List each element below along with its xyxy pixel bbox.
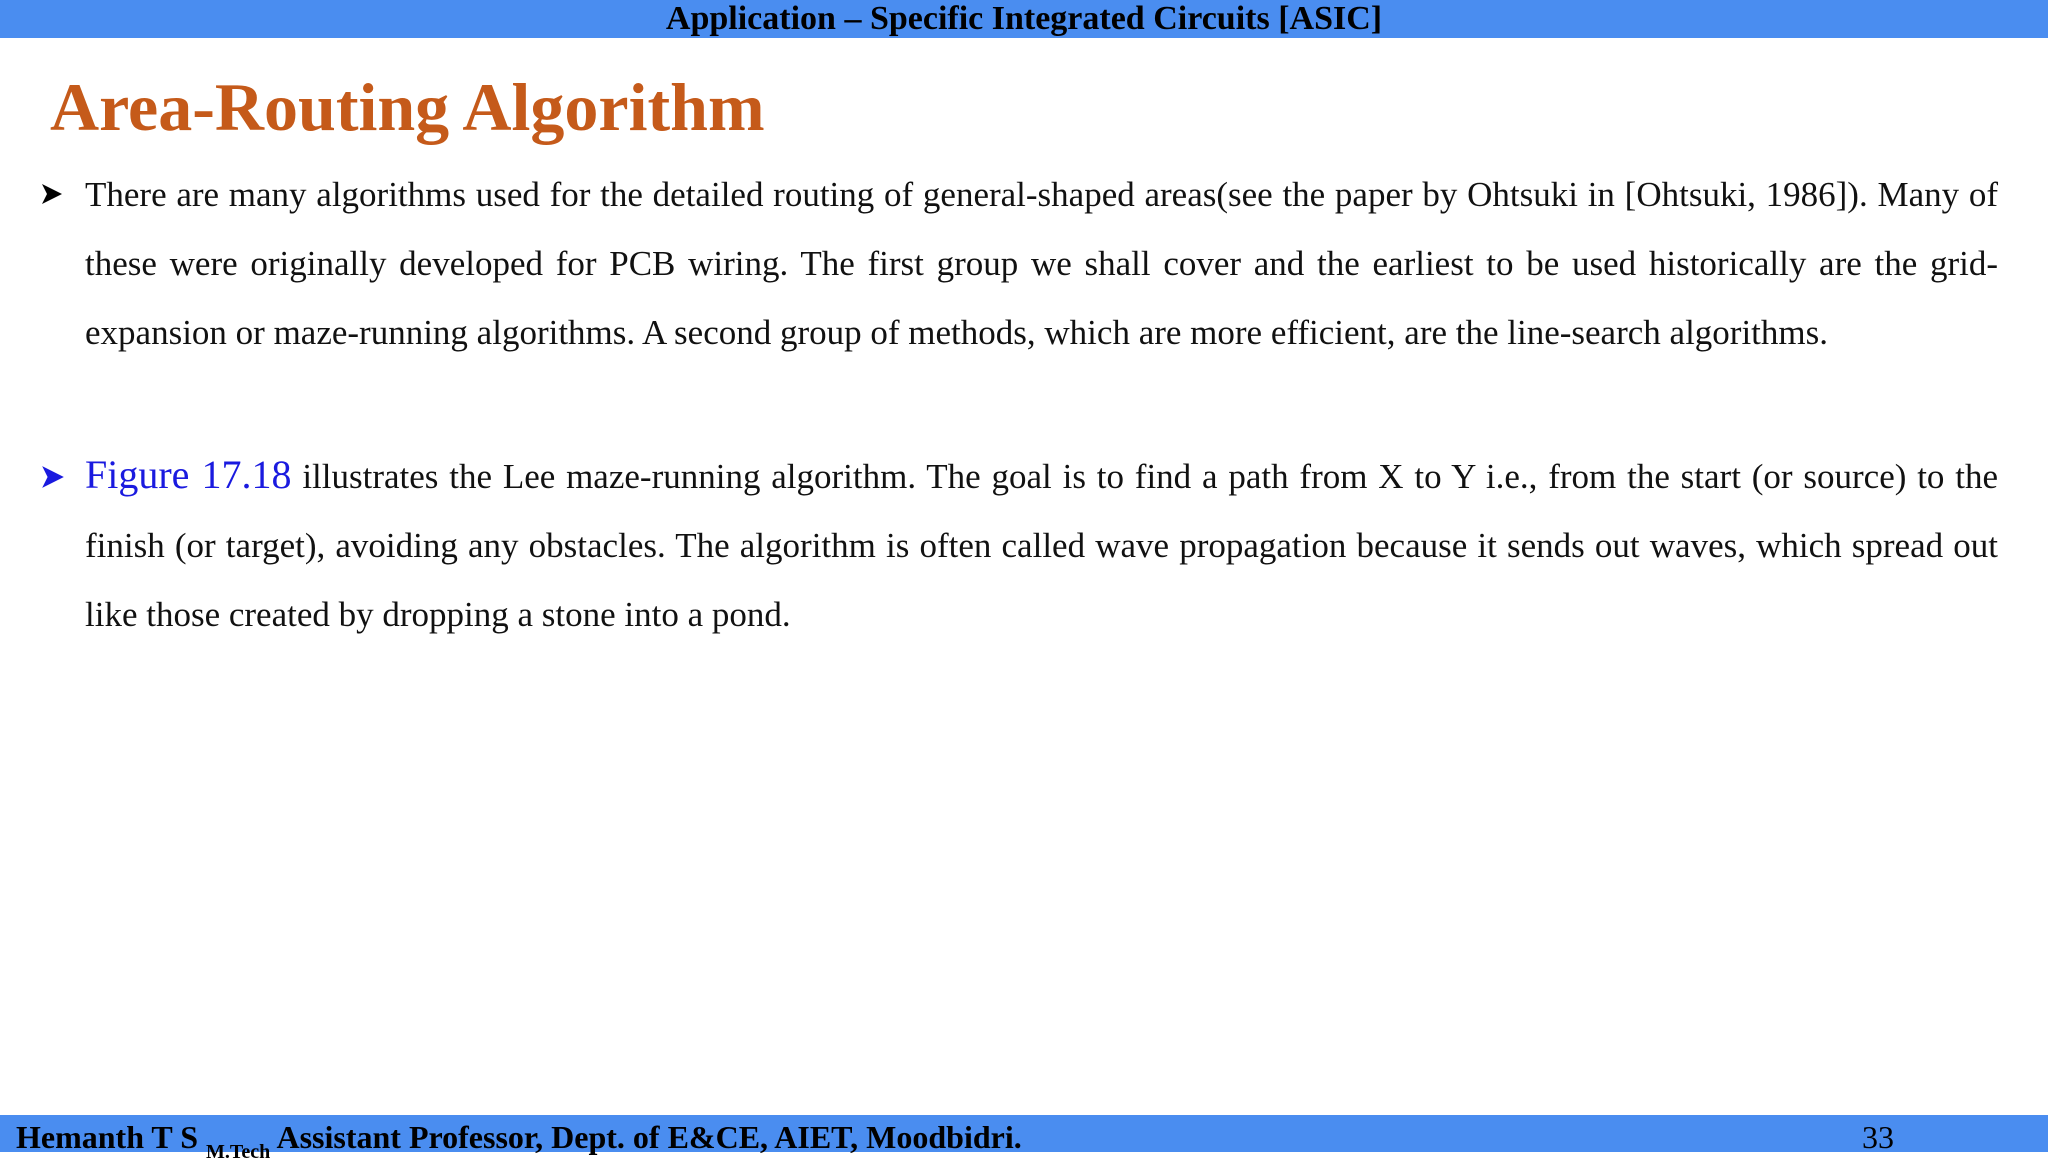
bullet-item [30,160,1998,367]
arrow-bullet-icon [40,440,80,490]
footer-bar [0,1115,2048,1163]
bullet-text-body: illustrates the Lee maze-running algorithm. The goal is to find a path from X to Y i.e., from the start (or source) to the finish (or target), avoiding any obstacles. The algorithm is often called wave propagation because it sends out waves, which spread out like those created by dropping a stone into a pond. [85,457,1999,634]
figure-link[interactable]: Figure 17.18 [85,452,292,497]
header-bar [0,0,2048,38]
author-degree: M.Tech [205,1141,271,1163]
bullet-item [30,440,1998,649]
bullet-text: There are many algorithms used for the detailed routing of general-shaped areas(see the paper by Ohtsuki in [Ohtsuki, 1986]). Many of these were originally developed for PCB wiring. The first group we shall cover and the earliest to be used historically are the grid-expansion or maze-running algorithms. A second group of methods, which are more efficient, are the line-search algorithms. [85,175,1998,352]
author-affiliation: Assistant Professor, Dept. of E&CE, AIET, Moodbidri. [276,1119,1022,1155]
slide-title: Area-Routing Algorithm [50,69,765,145]
arrow-bullet-icon [40,160,80,206]
page-number: 33 [1862,1119,1894,1155]
footer-author [16,1115,1022,1174]
header-title: Application – Specific Integrated Circuits [ASIC] [665,0,1383,37]
author-name: Hemanth T S [16,1119,198,1155]
bullet-text [85,440,1998,649]
